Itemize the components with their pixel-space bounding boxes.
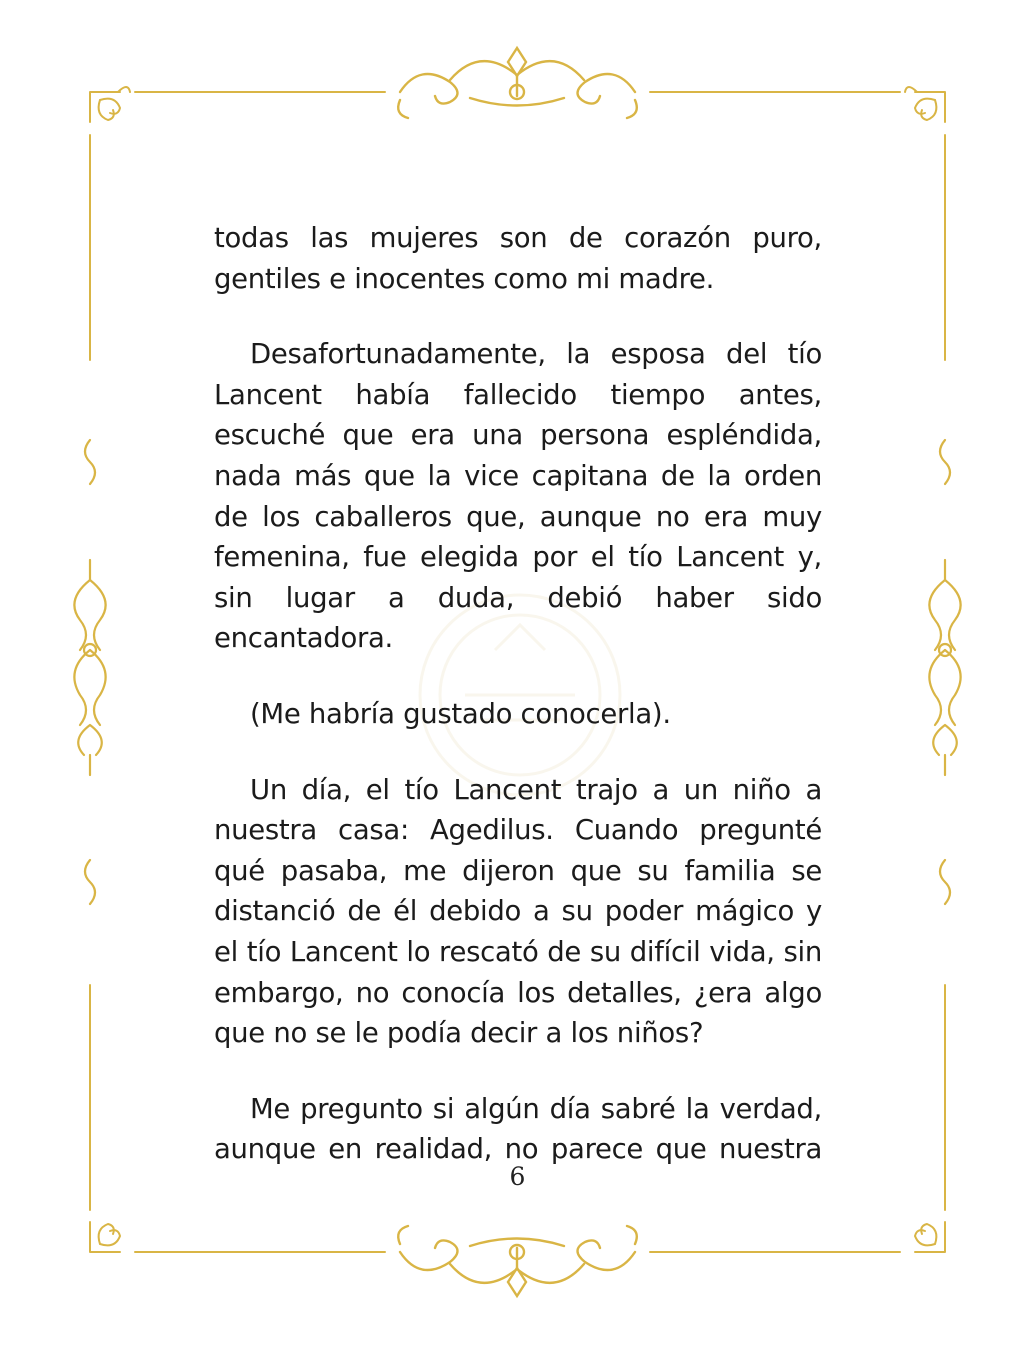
paragraph-1: todas las mujeres son de corazón puro, gentiles e inocentes como mi madre. bbox=[214, 222, 822, 295]
page-number: 6 bbox=[509, 1162, 526, 1191]
paragraph-5: Me pregunto si algún día sabré la verdad, aunque en realidad, no parece que nuestra bbox=[214, 1092, 822, 1166]
paragraph-3: (Me habría gustado conocerla). bbox=[250, 697, 671, 730]
page-body bbox=[214, 218, 822, 1170]
paragraph-2: Desafortunadamente, la esposa del tío Lancent había fallecido tiempo antes, escuché que era una persona espléndida, nada más que la vice capitana de la orden de los caballeros que, aunque no era muy femenina, fue elegida por el tío Lancent y, sin lugar a duda, debió haber sido encantadora. bbox=[214, 338, 822, 655]
paragraph-4: Un día, el tío Lancent trajo a un niño a nuestra casa: Agedilus. Cuando pregunté qué pasaba, me dijeron que su familia se distanció de él debido a su poder mágico y el tío Lancent lo rescató de su difícil vida, sin embargo, no conocía los detalles, ¿era algo que no se le podía decir a los niños? bbox=[214, 773, 822, 1050]
